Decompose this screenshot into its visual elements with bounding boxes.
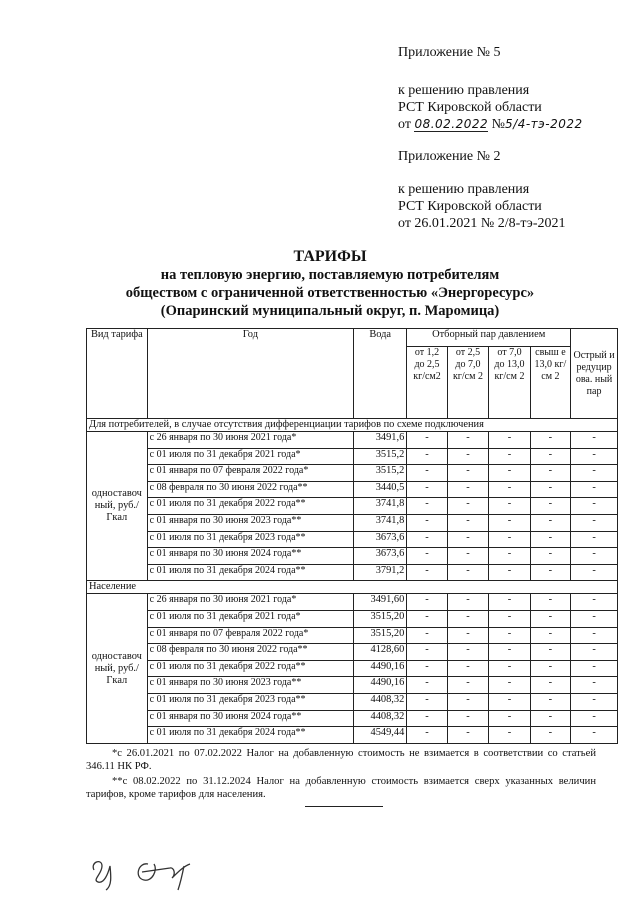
col-header-p3: от 7,0 до 13,0 кг/см 2 — [489, 347, 531, 419]
steam-tariff-cell: - — [407, 514, 447, 531]
steam-tariff-cell: - — [447, 594, 489, 611]
divider-line — [305, 806, 383, 807]
signature-image — [88, 852, 218, 892]
steam-tariff-cell: - — [447, 627, 489, 644]
steam-tariff-cell: - — [447, 432, 489, 449]
tariff-type-cell: одноставоч ный, руб./Гкал — [87, 432, 148, 581]
steam-tariff-cell: - — [489, 693, 531, 710]
water-tariff-cell: 3673,6 — [354, 548, 407, 565]
steam-tariff-cell: - — [407, 531, 447, 548]
steam-tariff-cell: - — [447, 693, 489, 710]
steam-tariff-cell: - — [571, 693, 618, 710]
steam-tariff-cell: - — [489, 498, 531, 515]
steam-tariff-cell: - — [571, 594, 618, 611]
water-tariff-cell: 4408,32 — [354, 693, 407, 710]
steam-tariff-cell: - — [407, 594, 447, 611]
steam-tariff-cell: - — [571, 677, 618, 694]
steam-tariff-cell: - — [489, 531, 531, 548]
subtitle-line-2: обществом с ограниченной ответственностью «Энергоресурс» — [125, 285, 535, 301]
water-tariff-cell: 3491,6 — [354, 432, 407, 449]
steam-tariff-cell: - — [489, 594, 531, 611]
section-title-2: Население — [87, 581, 618, 594]
doc-subtitle — [60, 266, 600, 320]
steam-tariff-cell: - — [530, 610, 570, 627]
decision-ref-2 — [398, 181, 565, 232]
steam-tariff-cell: - — [489, 610, 531, 627]
steam-tariff-cell: - — [407, 693, 447, 710]
table-row — [87, 564, 618, 581]
period-cell: с 26 января по 30 июня 2021 года* — [147, 432, 353, 449]
period-cell: с 01 июля по 31 декабря 2021 года* — [147, 610, 353, 627]
period-cell: с 01 июля по 31 декабря 2024 года** — [147, 727, 353, 744]
handwritten-date: 08.02.2022 — [414, 117, 489, 131]
steam-tariff-cell: - — [447, 710, 489, 727]
tariff-type-cell: одноставоч ный, руб./Гкал — [87, 594, 148, 743]
table-row — [87, 432, 618, 449]
subtitle-line-3: (Опаринский муниципальный округ, п. Маромица) — [160, 303, 500, 319]
period-cell: с 01 января по 30 июня 2023 года** — [147, 514, 353, 531]
steam-tariff-cell: - — [489, 514, 531, 531]
table-row — [87, 627, 618, 644]
appendix-header — [398, 44, 501, 61]
steam-tariff-cell: - — [530, 531, 570, 548]
steam-tariff-cell: - — [530, 498, 570, 515]
table-header-row — [87, 329, 618, 347]
steam-tariff-cell: - — [407, 610, 447, 627]
steam-tariff-cell: - — [489, 710, 531, 727]
steam-tariff-cell: - — [489, 448, 531, 465]
table-row — [87, 514, 618, 531]
steam-tariff-cell: - — [447, 514, 489, 531]
table-row — [87, 594, 618, 611]
table-row — [87, 481, 618, 498]
water-tariff-cell: 3491,60 — [354, 594, 407, 611]
steam-tariff-cell: - — [407, 548, 447, 565]
steam-tariff-cell: - — [571, 448, 618, 465]
steam-tariff-cell: - — [530, 660, 570, 677]
water-tariff-cell: 3791,2 — [354, 564, 407, 581]
period-cell: с 01 января по 30 июня 2024 года** — [147, 710, 353, 727]
steam-tariff-cell: - — [407, 644, 447, 661]
steam-tariff-cell: - — [530, 710, 570, 727]
steam-tariff-cell: - — [447, 727, 489, 744]
water-tariff-cell: 3515,2 — [354, 448, 407, 465]
section-title-1: Для потребителей, в случае отсутствия дифференциации тарифов по схеме подключения — [87, 419, 618, 432]
steam-tariff-cell: - — [407, 448, 447, 465]
steam-tariff-cell: - — [530, 448, 570, 465]
steam-tariff-cell: - — [489, 644, 531, 661]
period-cell: с 01 января по 07 февраля 2022 года* — [147, 465, 353, 482]
steam-tariff-cell: - — [571, 610, 618, 627]
section-row-1 — [87, 419, 618, 432]
steam-tariff-cell: - — [530, 644, 570, 661]
steam-tariff-cell: - — [571, 660, 618, 677]
table-row — [87, 531, 618, 548]
steam-tariff-cell: - — [489, 465, 531, 482]
appendix-number-2: Приложение № 2 — [398, 149, 501, 164]
steam-tariff-cell: - — [407, 465, 447, 482]
decision-label-2: к решению правления — [398, 182, 530, 197]
steam-tariff-cell: - — [530, 564, 570, 581]
handwritten-number: 5/4-тэ-2022 — [505, 117, 583, 131]
steam-tariff-cell: - — [447, 448, 489, 465]
steam-tariff-cell: - — [407, 727, 447, 744]
steam-tariff-cell: - — [571, 548, 618, 565]
steam-tariff-cell: - — [489, 548, 531, 565]
col-header-year: Год — [147, 329, 353, 419]
steam-tariff-cell: - — [447, 465, 489, 482]
steam-tariff-cell: - — [571, 627, 618, 644]
footnote-1: *с 26.01.2021 по 07.02.2022 Налог на добавленную стоимость не взимается в соответствии со статьей 346.11 НК РФ. — [86, 748, 596, 772]
subtitle-line-1: на тепловую энергию, поставляемую потребителям — [160, 267, 500, 283]
steam-tariff-cell: - — [489, 660, 531, 677]
table-row — [87, 610, 618, 627]
steam-tariff-cell: - — [530, 594, 570, 611]
steam-tariff-cell: - — [571, 465, 618, 482]
steam-tariff-cell: - — [407, 432, 447, 449]
steam-tariff-cell: - — [447, 610, 489, 627]
steam-tariff-cell: - — [407, 564, 447, 581]
col-header-water: Вода — [354, 329, 407, 419]
period-cell: с 08 февраля по 30 июня 2022 года** — [147, 481, 353, 498]
steam-tariff-cell: - — [571, 564, 618, 581]
steam-tariff-cell: - — [407, 498, 447, 515]
steam-tariff-cell: - — [407, 627, 447, 644]
period-cell: с 01 июля по 31 декабря 2021 года* — [147, 448, 353, 465]
steam-tariff-cell: - — [447, 677, 489, 694]
water-tariff-cell: 3515,2 — [354, 465, 407, 482]
steam-tariff-cell: - — [447, 531, 489, 548]
appendix-header-2 — [398, 148, 501, 165]
period-cell: с 01 июля по 31 декабря 2023 года** — [147, 531, 353, 548]
steam-tariff-cell: - — [571, 727, 618, 744]
col-header-p2: от 2,5 до 7,0 кг/см 2 — [447, 347, 489, 419]
steam-tariff-cell: - — [489, 727, 531, 744]
steam-tariff-cell: - — [489, 481, 531, 498]
section-body-2 — [87, 594, 618, 743]
section-body-1 — [87, 432, 618, 581]
water-tariff-cell: 4128,60 — [354, 644, 407, 661]
steam-tariff-cell: - — [489, 564, 531, 581]
section-row-2 — [87, 581, 618, 594]
doc-title: ТАРИФЫ — [293, 248, 367, 265]
table-row — [87, 465, 618, 482]
steam-tariff-cell: - — [407, 677, 447, 694]
steam-tariff-cell: - — [571, 644, 618, 661]
steam-tariff-cell: - — [530, 627, 570, 644]
steam-tariff-cell: - — [530, 465, 570, 482]
steam-tariff-cell: - — [530, 677, 570, 694]
table-row — [87, 498, 618, 515]
steam-tariff-cell: - — [447, 660, 489, 677]
period-cell: с 01 января по 30 июня 2023 года** — [147, 677, 353, 694]
table-row — [87, 727, 618, 744]
period-cell: с 01 июля по 31 декабря 2024 года** — [147, 564, 353, 581]
steam-tariff-cell: - — [530, 548, 570, 565]
decision-ref — [398, 82, 583, 133]
water-tariff-cell: 3741,8 — [354, 498, 407, 515]
period-cell: с 26 января по 30 июня 2021 года* — [147, 594, 353, 611]
steam-tariff-cell: - — [489, 677, 531, 694]
steam-tariff-cell: - — [571, 432, 618, 449]
table-row — [87, 548, 618, 565]
water-tariff-cell: 4490,16 — [354, 660, 407, 677]
table-row — [87, 710, 618, 727]
water-tariff-cell: 3440,5 — [354, 481, 407, 498]
steam-tariff-cell: - — [530, 693, 570, 710]
steam-tariff-cell: - — [447, 564, 489, 581]
steam-tariff-cell: - — [571, 710, 618, 727]
period-cell: с 08 февраля по 30 июня 2022 года** — [147, 644, 353, 661]
org-name-2: РСТ Кировской области — [398, 199, 542, 214]
steam-tariff-cell: - — [447, 481, 489, 498]
water-tariff-cell: 4549,44 — [354, 727, 407, 744]
table-row — [87, 660, 618, 677]
steam-tariff-cell: - — [447, 644, 489, 661]
water-tariff-cell: 4408,32 — [354, 710, 407, 727]
table-row — [87, 693, 618, 710]
steam-tariff-cell: - — [571, 531, 618, 548]
steam-tariff-cell: - — [571, 498, 618, 515]
decision-date-line-2: от 26.01.2021 № 2/8-тэ-2021 — [398, 216, 566, 231]
tariff-table — [86, 328, 618, 744]
period-cell: с 01 июля по 31 декабря 2023 года** — [147, 693, 353, 710]
water-tariff-cell: 3515,20 — [354, 627, 407, 644]
period-cell: с 01 июля по 31 декабря 2022 года** — [147, 660, 353, 677]
period-cell: с 01 января по 07 февраля 2022 года* — [147, 627, 353, 644]
steam-tariff-cell: - — [489, 432, 531, 449]
col-header-p1: от 1,2 до 2,5 кг/см2 — [407, 347, 447, 419]
table-row — [87, 448, 618, 465]
steam-tariff-cell: - — [489, 627, 531, 644]
steam-tariff-cell: - — [407, 660, 447, 677]
water-tariff-cell: 4490,16 — [354, 677, 407, 694]
decision-label: к решению правления — [398, 83, 530, 98]
table-row — [87, 677, 618, 694]
decision-date-line: от 08.02.2022 №5/4-тэ-2022 — [398, 117, 583, 132]
water-tariff-cell: 3673,6 — [354, 531, 407, 548]
period-cell: с 01 января по 30 июня 2024 года** — [147, 548, 353, 565]
org-name: РСТ Кировской области — [398, 100, 542, 115]
steam-tariff-cell: - — [447, 548, 489, 565]
steam-tariff-cell: - — [530, 727, 570, 744]
steam-tariff-cell: - — [407, 710, 447, 727]
table-row — [87, 644, 618, 661]
col-header-p4: свыш е 13,0 кг/см 2 — [530, 347, 570, 419]
steam-tariff-cell: - — [530, 432, 570, 449]
steam-tariff-cell: - — [571, 481, 618, 498]
steam-tariff-cell: - — [447, 498, 489, 515]
steam-tariff-cell: - — [530, 514, 570, 531]
steam-tariff-cell: - — [571, 514, 618, 531]
col-header-sharp-steam: Острый и редуцир ова. ный пар — [571, 329, 618, 419]
appendix-number: Приложение № 5 — [398, 45, 501, 60]
water-tariff-cell: 3515,20 — [354, 610, 407, 627]
period-cell: с 01 июля по 31 декабря 2022 года** — [147, 498, 353, 515]
steam-tariff-cell: - — [530, 481, 570, 498]
col-header-steam: Отборный пар давлением — [407, 329, 571, 347]
footnote-2: **с 08.02.2022 по 31.12.2024 Налог на добавленную стоимость взимается сверх указанных величин тарифов, кроме тарифов для населения. — [86, 776, 596, 800]
steam-tariff-cell: - — [407, 481, 447, 498]
col-header-type: Вид тарифа — [87, 329, 148, 419]
water-tariff-cell: 3741,8 — [354, 514, 407, 531]
